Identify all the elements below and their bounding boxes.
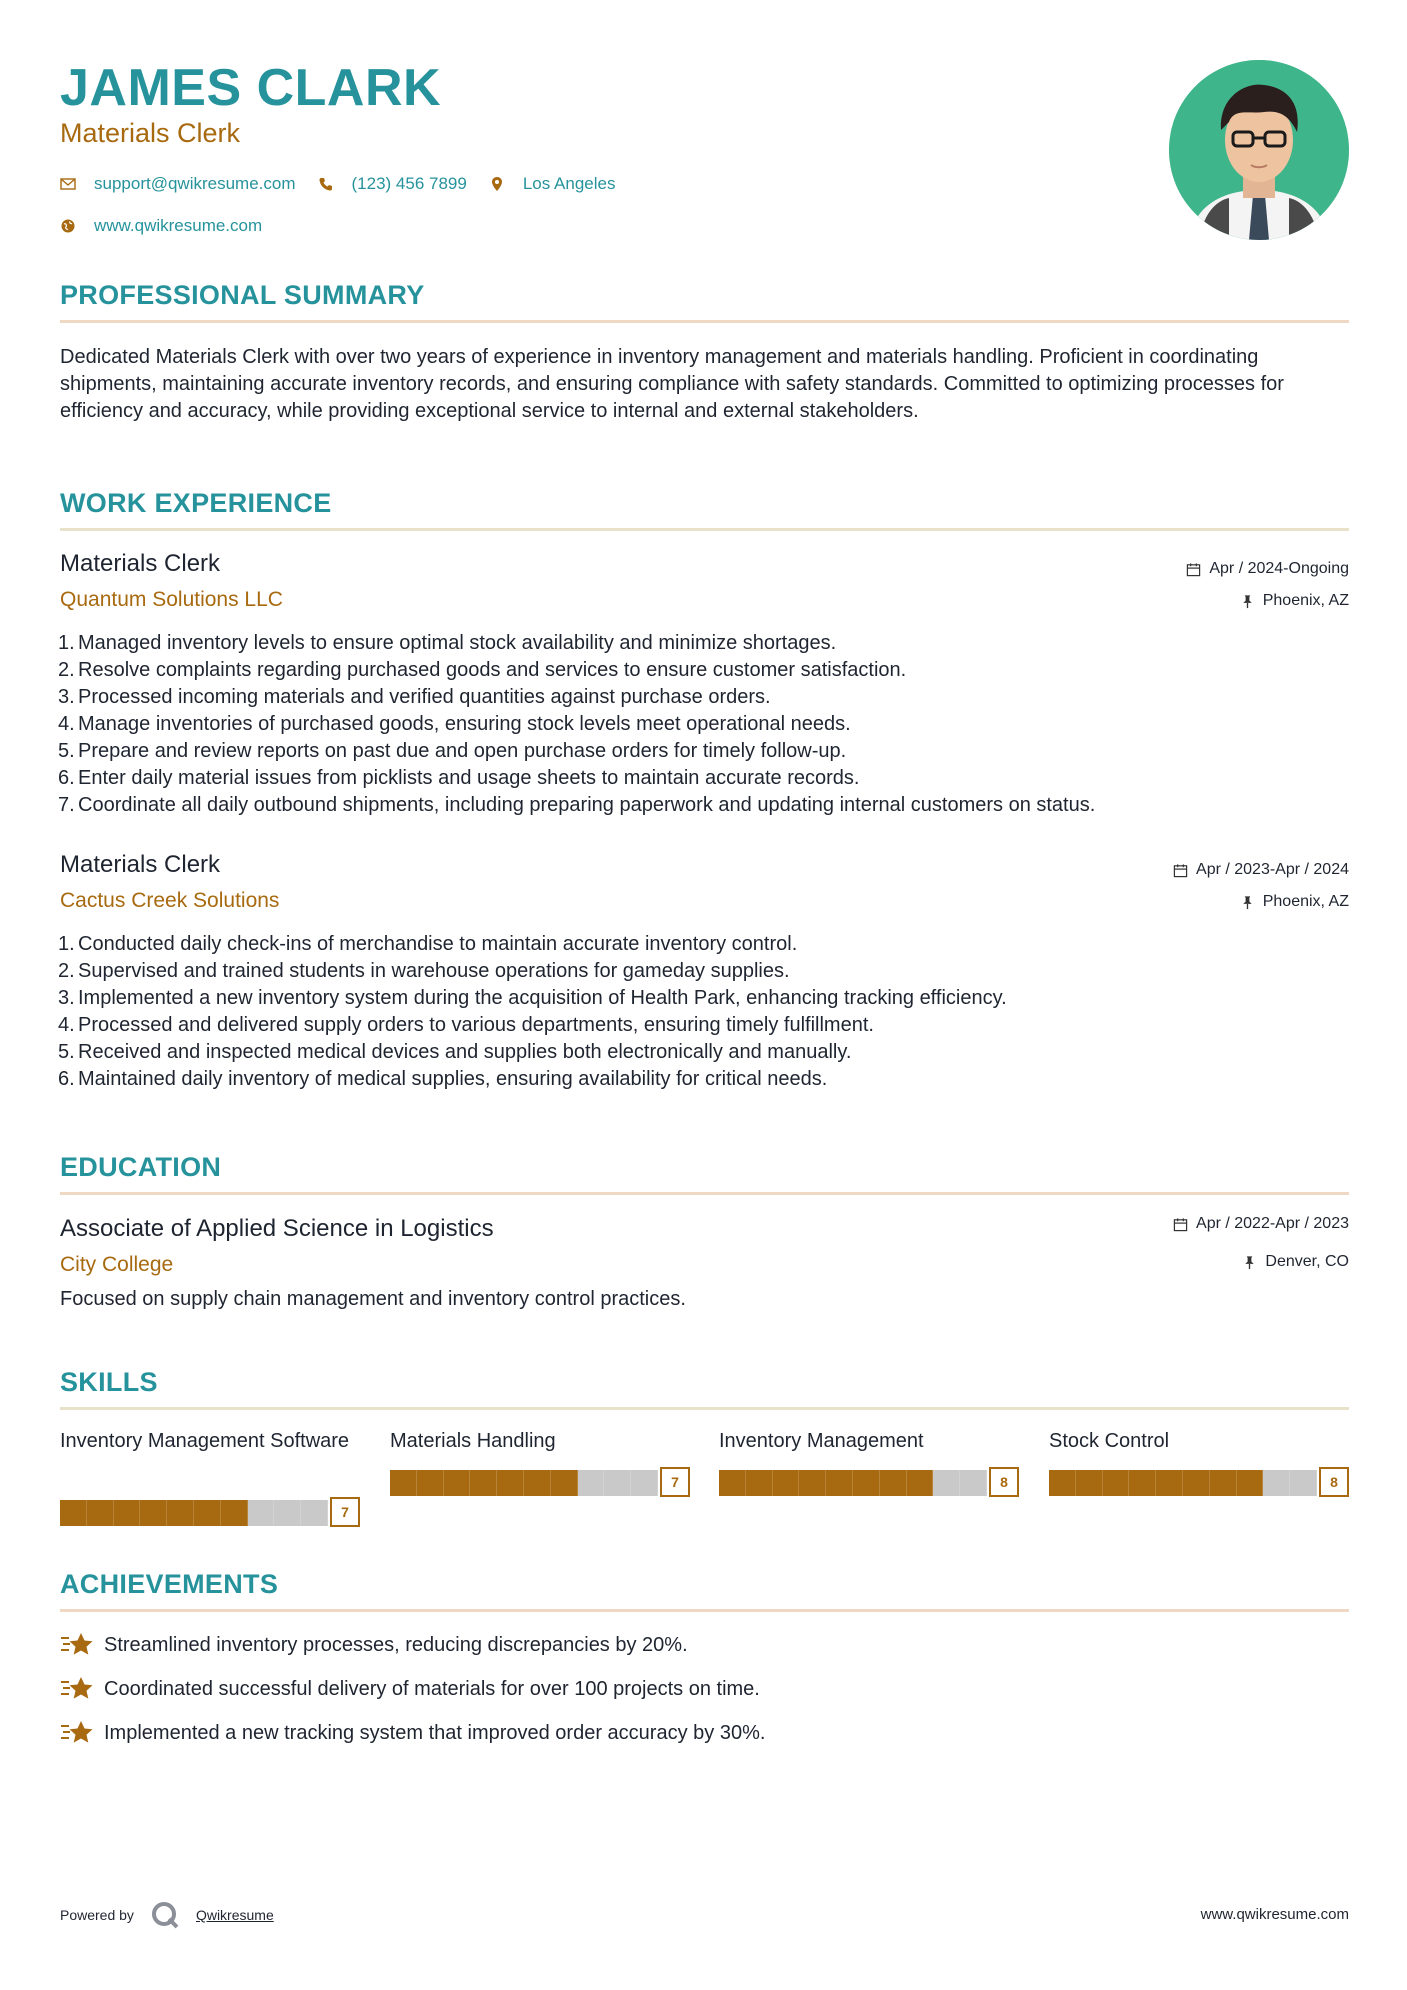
job-1-location-text: Phoenix, AZ xyxy=(1262,592,1349,609)
job-1-bullets xyxy=(58,630,1358,819)
qwikresume-logo-icon xyxy=(150,1900,180,1930)
skill-bar xyxy=(719,1467,1019,1497)
achievement-text: Implemented a new tracking system that improved order accuracy by 30%. xyxy=(104,1721,766,1744)
list-item: 3. Processed incoming materials and verified quantities against purchase orders. xyxy=(58,686,771,708)
list-item: 2. Resolve complaints regarding purchased goods and services to ensure customer satisfaction. xyxy=(58,659,907,681)
experience-heading: WORK EXPERIENCE xyxy=(60,488,332,518)
list-item: 6. Enter daily material issues from picklists and usage sheets to maintain accurate records. xyxy=(58,767,860,789)
education-location-text: Denver, CO xyxy=(1265,1253,1349,1270)
globe-icon xyxy=(60,218,76,234)
profile-photo xyxy=(1169,60,1349,240)
list-item: 5. Prepare and review reports on past due and open purchase orders for timely follow-up. xyxy=(58,740,847,762)
calendar-icon xyxy=(1173,1217,1188,1232)
shooting-star-icon xyxy=(60,1630,94,1660)
list-item: 4. Processed and delivered supply orders to various departments, ensuring timely fulfillment. xyxy=(58,1014,874,1036)
map-pin-icon xyxy=(489,176,505,192)
website-text: www.qwikresume.com xyxy=(94,216,263,235)
achievements-divider xyxy=(60,1609,1349,1612)
education-dates-text: Apr / 2022-Apr / 2023 xyxy=(1196,1215,1349,1232)
list-item: 6. Maintained daily inventory of medical supplies, ensuring availability for critical needs. xyxy=(58,1068,828,1090)
job-2-dates-text: Apr / 2023-Apr / 2024 xyxy=(1196,861,1349,878)
footer-website[interactable]: www.qwikresume.com xyxy=(1200,1906,1349,1923)
job-1-dates-text: Apr / 2024-Ongoing xyxy=(1209,560,1349,577)
summary-heading: PROFESSIONAL SUMMARY xyxy=(60,280,425,310)
education-location xyxy=(1242,1253,1349,1271)
skill-level-badge: 7 xyxy=(330,1497,360,1527)
list-item: 1. Conducted daily check-ins of merchandise to maintain accurate inventory control. xyxy=(58,933,798,955)
skill-bar xyxy=(390,1467,690,1497)
education-heading: EDUCATION xyxy=(60,1152,222,1182)
calendar-icon xyxy=(1186,562,1201,577)
candidate-role: Materials Clerk xyxy=(60,118,241,148)
job-1-location xyxy=(1240,592,1349,610)
contact-location xyxy=(489,174,616,194)
summary-divider xyxy=(60,320,1349,323)
skill-name: Materials Handling xyxy=(390,1430,556,1452)
job-1-dates xyxy=(1186,560,1349,578)
contact-row-primary xyxy=(60,174,637,194)
list-item: 7. Coordinate all daily outbound shipments, including preparing paperwork and updating internal customers on status. xyxy=(58,794,1096,816)
pushpin-icon xyxy=(1240,895,1255,910)
contact-website[interactable] xyxy=(60,216,262,236)
achievement-item xyxy=(60,1630,688,1660)
list-item: 4. Manage inventories of purchased goods, ensuring stock levels meet operational needs. xyxy=(58,713,851,735)
skill-name: Inventory Management xyxy=(719,1430,924,1452)
achievement-text: Streamlined inventory processes, reducing discrepancies by 20%. xyxy=(104,1633,688,1656)
contact-phone[interactable] xyxy=(318,174,467,194)
envelope-icon xyxy=(60,176,76,192)
skill-item xyxy=(719,1428,1019,1455)
list-item: 1. Managed inventory levels to ensure optimal stock availability and minimize shortages. xyxy=(58,632,837,654)
job-2-company: Cactus Creek Solutions xyxy=(60,889,280,912)
achievements-heading: ACHIEVEMENTS xyxy=(60,1569,279,1599)
brand-link[interactable]: Qwikresume xyxy=(195,1907,274,1923)
education-description: Focused on supply chain management and inventory control practices. xyxy=(60,1288,686,1310)
shooting-star-icon xyxy=(60,1674,94,1704)
footer-powered-by xyxy=(60,1900,274,1930)
skill-bar xyxy=(60,1497,360,1527)
education-divider xyxy=(60,1192,1349,1195)
contact-row-secondary xyxy=(60,216,284,236)
skill-level-badge: 8 xyxy=(1319,1467,1349,1497)
job-2-location-text: Phoenix, AZ xyxy=(1262,893,1349,910)
list-item: 5. Received and inspected medical devices and supplies both electronically and manually. xyxy=(58,1041,852,1063)
skill-name: Inventory Management Software xyxy=(60,1430,350,1452)
skill-level-badge: 7 xyxy=(660,1467,690,1497)
achievement-item xyxy=(60,1718,765,1748)
skill-bar xyxy=(1049,1467,1349,1497)
job-2-title: Materials Clerk xyxy=(60,851,221,878)
skill-item xyxy=(60,1428,360,1455)
list-item: 2. Supervised and trained students in warehouse operations for gameday supplies. xyxy=(58,960,790,982)
location-text: Los Angeles xyxy=(522,174,616,193)
skill-item xyxy=(390,1428,690,1455)
contact-email[interactable] xyxy=(60,174,296,194)
education-dates xyxy=(1173,1215,1349,1233)
shooting-star-icon xyxy=(60,1718,94,1748)
job-1-company: Quantum Solutions LLC xyxy=(60,588,283,611)
skill-level-badge: 8 xyxy=(989,1467,1019,1497)
list-item: 3. Implemented a new inventory system during the acquisition of Health Park, enhancing tracking efficiency. xyxy=(58,987,1007,1009)
achievement-item xyxy=(60,1674,760,1704)
skill-item xyxy=(1049,1428,1349,1455)
job-1-title: Materials Clerk xyxy=(60,550,221,577)
job-2-dates xyxy=(1173,861,1349,879)
email-text: support@qwikresume.com xyxy=(94,174,296,193)
skill-name: Stock Control xyxy=(1049,1430,1170,1452)
education-school: City College xyxy=(60,1253,174,1276)
job-2-bullets xyxy=(58,931,1358,1093)
skills-divider xyxy=(60,1407,1349,1410)
experience-divider xyxy=(60,528,1349,531)
candidate-name: JAMES CLARK xyxy=(60,59,442,117)
summary-text: Dedicated Materials Clerk with over two years of experience in inventory management and materials handling. Proficient in coordinating shipments, maintaining accurate inventory records, and ensuring compliance with safety standards. Committed to optimizing processes for efficiency and accuracy, while providing exceptional service to internal and external stakeholders. xyxy=(60,346,1284,422)
education-degree: Associate of Applied Science in Logistics xyxy=(60,1215,494,1242)
job-2-location xyxy=(1240,893,1349,911)
phone-icon xyxy=(318,176,334,192)
powered-by-label: Powered by xyxy=(60,1907,134,1923)
skills-heading: SKILLS xyxy=(60,1367,158,1397)
achievement-text: Coordinated successful delivery of materials for over 100 projects on time. xyxy=(104,1677,760,1700)
pushpin-icon xyxy=(1242,1255,1257,1270)
calendar-icon xyxy=(1173,863,1188,878)
pushpin-icon xyxy=(1240,594,1255,609)
phone-text: (123) 456 7899 xyxy=(351,174,467,193)
